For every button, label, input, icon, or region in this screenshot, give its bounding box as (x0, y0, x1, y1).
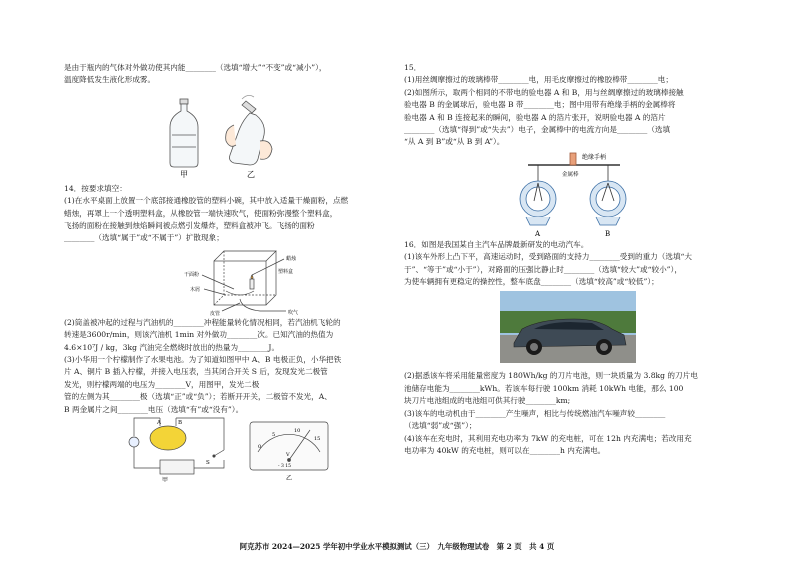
q14-1-line-4: ________（选填“属于”或“不属于”）扩散现象； (64, 233, 224, 243)
q14-3-line-2: 片 A、铜片 B 插入柠檬，并接入电压表，当其闭合开关 S 后，发现发光二极管 (64, 367, 328, 377)
circuit-label-s: S (206, 460, 210, 467)
label-rod: 金属棒 (562, 171, 579, 178)
q14-3-line-5: B 两金属片之间________电压（选填“有”或“没有”）。 (64, 404, 244, 414)
car-photo (500, 291, 756, 367)
q16-2-line-2: 池储存电能为________kWh。若该车每行驶 100km 消耗 10kWh 电能，那么 100 (404, 383, 684, 393)
q16-intro: 16．如图是我国某自主汽车品牌最新研发的电动汽车。 (404, 239, 589, 249)
box-label-hose: 皮管 (210, 310, 221, 317)
q15-line-1: (1)用丝绸摩擦过的玻璃棒带________电，用毛皮摩擦过的橡胶棒带________电； (404, 75, 673, 85)
q14-2-line-3: 4.6×10⁷J / kg，3kg 汽油完全燃烧时放出的热量为________J。 (64, 342, 280, 352)
circuit-caption-jia: 甲 (162, 477, 169, 483)
q14-2-line-2: 转速是3600r/min，则该汽油机 1min 对外做功________次。已知汽油的热值为 (64, 330, 334, 340)
box-label-flour: 干面粉 (184, 271, 200, 278)
meter-tick-0: 0 (258, 444, 262, 451)
page-footer: 阿克苏市 2024—2025 学年初中学业水平模拟测试（三） 九年级物理试卷 第 2 页 共 4 页 (239, 542, 555, 551)
circuit-illustration (64, 416, 394, 482)
meter-tick-5: 5 (272, 432, 276, 439)
q14-1-line-1: (1)在水平桌面上放置一个底部接通橡胶管的塑料小碗，其中放入适量干燥面粉，点燃 (64, 196, 349, 206)
q16-3-line-1: (3)该车的电动机由于________产生噪声，相比与传统燃油汽车噪声较________ (404, 408, 666, 418)
bottle-illustration (64, 91, 394, 179)
bottle-figure (64, 91, 394, 179)
meter-tick-15: 15 (314, 436, 321, 443)
q16-1-line-3: 为使车辆拥有更稳定的操控性，整车底盘________（选填“较高”或“较低”）； (404, 277, 659, 287)
bottle-caption-jia: 甲 (180, 169, 188, 179)
right-column (404, 62, 756, 457)
q14-1-line-3: 飞扬的面粉在接触到烛焰瞬间被点燃引发爆炸，塑料盒被冲飞。飞扬的面粉 (64, 221, 315, 231)
electroscope-illustration (404, 149, 756, 239)
q14-3-line-4: 管的左侧为其________极（选填“正”或“负”）；若断开开关，二极管不发光，A、 (64, 392, 332, 402)
q14-3-line-1: (3)小华用一个柠檬制作了水果电池。为了知道如图甲中 A、B 电极正负，小华把铁 (64, 355, 342, 365)
q14-1-line-2: 蜡烛，再罩上一个透明塑料盒，从橡胶管一端快速吹气，使面粉弥漫整个塑料盒， (64, 208, 338, 218)
meter-unit: V (286, 452, 290, 459)
bottle-caption-yi: 乙 (247, 169, 255, 179)
circuit-caption-yi: 乙 (286, 475, 293, 483)
q15-line-2: (2)如图所示，取两个相同的不带电的验电器 A 和 B，用与丝绸摩擦过的玻璃棒接触 (404, 87, 684, 97)
label-a: A (535, 229, 541, 238)
q15-line-3: 验电器 B 的金属球后，验电器 B 带________电；图中用带有绝缘手柄的金属棒将 (404, 100, 676, 110)
q14-title: 14．按要求填空： (64, 183, 127, 193)
label-handle: 绝缘手柄 (582, 153, 607, 161)
circuit-label-b: B (178, 420, 183, 427)
q16-1-line-1: (1)该车外形上凸下平，高速运动时，受到路面的支持力________受到的重力（选填“大 (404, 252, 693, 262)
label-b: B (605, 229, 611, 238)
box-label-lid: 蜡烛 (286, 255, 297, 262)
meter-tick-10: 10 (294, 428, 301, 435)
q14-3-line-3: 发光，则柠檬两端的电压为________V，用图甲，发光二极 (64, 379, 260, 389)
electroscope-figure (404, 149, 756, 239)
q16-1-line-2: 于”、“等于”或“小于”），对路面的压强比静止时________（选填“较大”或“较小”）， (404, 264, 682, 274)
intro-line-2: 温度降低发生液化形成雾。 (64, 75, 156, 85)
q16-2-line-3: 块刀片电池组成的电池组可供其行驶________km; (404, 396, 571, 406)
left-column (64, 62, 394, 482)
q15-line-4: 验电器 A 和 B 连接起来的瞬间，验电器 A 的箔片张开，说明验电器 A 的箔片 (404, 112, 666, 122)
flour-box-figure (64, 245, 394, 317)
box-label-box: 塑料盒 (278, 268, 294, 275)
q15-title: 15． (404, 63, 422, 72)
q16-2-line-1: (2)据悉该车将采用能量密度为 180Wh/kg 的刀片电池，则一块质量为 3.8kg 的刀片电 (404, 371, 698, 381)
meter-terminals: - 3 15 (278, 464, 291, 470)
car-illustration (500, 291, 636, 363)
q15-line-6: “从 A 到 B”或“从 B 到 A”）。 (404, 137, 505, 147)
circuit-figure (64, 416, 394, 482)
box-label-blow: 吹气 (288, 309, 299, 316)
q16-4-line-2: 电功率为 40kW 的充电桩，则可以在________h 内充满电。 (404, 445, 606, 455)
box-label-tube: 木屑 (190, 286, 201, 293)
q16-3-line-2: （选填“弱”或“强”）； (404, 421, 477, 431)
flour-box-illustration (64, 245, 394, 317)
q15-line-5: ________（选填“得到”或“失去”）电子，金属棒中的电流方向是________（选填 (404, 125, 671, 135)
q14-2-line-1: (2)筒盖被冲起的过程与汽油机的________冲程能量转化情况相同，若汽油机飞轮的 (64, 317, 341, 327)
circuit-label-a: A (157, 420, 161, 427)
q16-4-line-1: (4)该车在充电时，其利用充电功率为 7kW 的充电桩，可在 12h 内充满电；若改用充 (404, 433, 692, 443)
intro-line-1: 是由于瓶内的气体对外做功使其内能________（选填“增大”“不变”或“减小”）， (64, 63, 327, 72)
